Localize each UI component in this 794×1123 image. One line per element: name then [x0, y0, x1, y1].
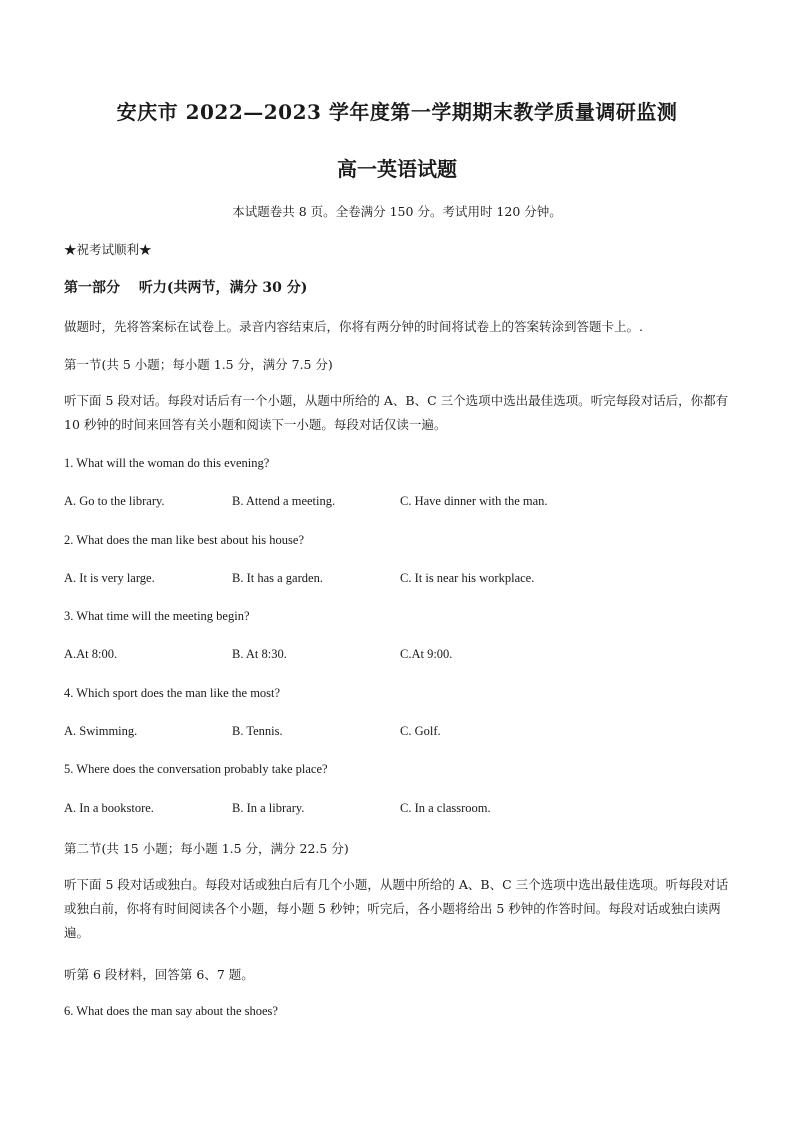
- q1-option-b: B. Attend a meeting.: [232, 494, 336, 508]
- question-1: 1. What will the woman do this evening?: [64, 456, 270, 470]
- q4-option-c: C. Golf.: [400, 724, 441, 738]
- q2-option-c: C. It is near his workplace.: [400, 571, 535, 585]
- q5-option-b: B. In a library.: [232, 801, 305, 815]
- section1-heading: 第一节(共 5 小题；每小题 1.5 分，满分 7.5 分): [64, 357, 333, 372]
- good-luck-note: ★祝考试顺利★: [64, 242, 152, 257]
- section2-instruction: 听下面 5 段对话或独白。每段对话或独白后有几个小题，从题中所给的 A、B、C 三个选项中选出最佳选项。听每段对话或独白前，你将有时间阅读各个小题，每小题 5 秒钟；听完后，各小题将给出 5 秒钟的作答时间。每段对话或独白读两遍。: [64, 877, 729, 940]
- exam-subtitle: 高一英语试题: [337, 157, 457, 181]
- exam-title: 安庆市 2022—2023 学年度第一学期期末教学质量调研监测: [116, 100, 678, 124]
- q2-option-a: A. It is very large.: [64, 571, 155, 585]
- q3-option-a: A.At 8:00.: [64, 647, 118, 661]
- q4-option-a: A. Swimming.: [64, 724, 138, 738]
- section1-instruction: 听下面 5 段对话。每段对话后有一个小题，从题中所给的 A、B、C 三个选项中选出最佳选项。听完每段对话后，你都有 10 秒钟的时间来回答有关小题和阅读下一小题。每段对话仅读一遍。: [64, 393, 729, 432]
- section2-heading: 第二节(共 15 小题；每小题 1.5 分，满分 22.5 分): [64, 841, 349, 856]
- part1-heading: 第一部分 听力(共两节，满分 30 分): [64, 280, 308, 296]
- q4-option-b: B. Tennis.: [232, 724, 283, 738]
- q5-option-a: A. In a bookstore.: [64, 801, 154, 815]
- q3-option-c: C.At 9:00.: [400, 647, 453, 661]
- q2-option-b: B. It has a garden.: [232, 571, 323, 585]
- question-3: 3. What time will the meeting begin?: [64, 609, 250, 623]
- question-4: 4. Which sport does the man like the most?: [64, 686, 281, 700]
- question-6: 6. What does the man say about the shoes?: [64, 1004, 278, 1018]
- exam-info: 本试题卷共 8 页。全卷满分 150 分。考试用时 120 分钟。: [232, 204, 562, 219]
- question-5: 5. Where does the conversation probably take place?: [64, 762, 328, 776]
- q5-option-c: C. In a classroom.: [400, 801, 491, 815]
- q1-option-a: A. Go to the library.: [64, 494, 165, 508]
- q3-option-b: B. At 8:30.: [232, 647, 287, 661]
- question-2: 2. What does the man like best about his house?: [64, 533, 304, 547]
- q1-option-c: C. Have dinner with the man.: [400, 494, 548, 508]
- material-6-note: 听第 6 段材料，回答第 6、7 题。: [64, 967, 254, 982]
- part1-instruction: 做题时，先将答案标在试卷上。录音内容结束后，你将有两分钟的时间将试卷上的答案转涂到答题卡上。.: [64, 319, 643, 334]
